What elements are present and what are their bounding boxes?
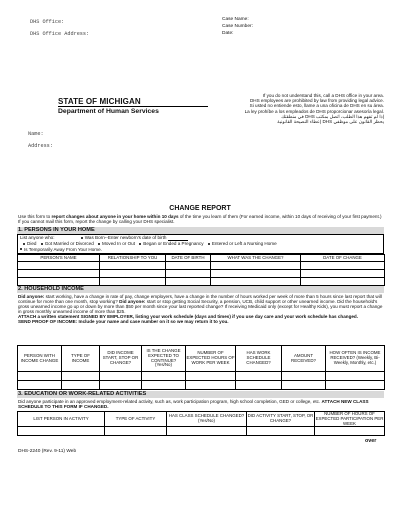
section1-options-box [17, 234, 384, 254]
table-cell[interactable] [100, 262, 166, 270]
table-cell[interactable] [247, 427, 315, 436]
table-cell[interactable] [166, 270, 211, 278]
table-cell[interactable] [142, 381, 186, 390]
bullet-icon [98, 243, 100, 245]
option-nursing-home[interactable]: Entered or Left a Nursing Home [211, 240, 277, 246]
table-row[interactable] [18, 372, 385, 381]
col-amount-received: AMOUNT RECEIVED? [282, 346, 326, 372]
table-cell[interactable] [166, 278, 211, 286]
table-row[interactable] [18, 381, 385, 390]
table-cell[interactable] [62, 372, 100, 381]
activities-table [17, 411, 385, 436]
col-date-of-birth: DATE OF BIRTH [166, 255, 211, 262]
did-anyone-2: Did anyone: [119, 299, 146, 305]
table-cell[interactable] [100, 278, 166, 286]
table-cell[interactable] [18, 278, 100, 286]
col-activity-start-stop: DID ACTIVITY START, STOP, OR CHANGE? [247, 412, 315, 427]
option-died[interactable]: Died [27, 240, 37, 246]
table-cell[interactable] [100, 372, 142, 381]
table-cell[interactable] [18, 427, 105, 436]
table-cell[interactable] [18, 270, 100, 278]
table-cell[interactable] [326, 381, 385, 390]
activities-text: Did anyone participate in an approved employment-related activity, such as, work participation program, high school completion, GED or college, etc. [18, 399, 322, 404]
notice-line-1: If you do not understand this, call a DHS office in your area. [262, 93, 384, 98]
form-title: CHANGE REPORT [169, 205, 231, 212]
table-cell[interactable] [105, 427, 167, 436]
col-income-start-stop: DID INCOME START, STOP OR CHANGE? [100, 346, 142, 372]
attach-class-schedule: ATTACH NEW CLASS SCHEDULE TO THIS FORM IF CHANGED. [18, 399, 369, 410]
table-cell[interactable] [100, 270, 166, 278]
col-person-income-change: PERSON WITH INCOME CHANGE [18, 346, 62, 372]
option-born[interactable]: Was Born--Enter newborn's date of birth [84, 235, 167, 240]
col-date-of-change: DATE OF CHANGE [301, 255, 385, 262]
intro-post: of the time you learn of them (For earned income, within 10 days of receiving of your first payment.) If you cannot mail this form, report the change by calling your DHS specialist. [18, 214, 382, 225]
section1-heading: 1. PERSONS IN YOUR HOME [17, 227, 384, 234]
col-how-often: HOW OFTEN IS INCOME RECEIVED? (Weekly, Bi-Weekly, Monthly, etc.) [326, 346, 385, 372]
col-class-schedule-changed: HAS CLASS SCHEDULE CHANGED? (Yes/No) [167, 412, 247, 427]
persons-header-row [18, 255, 385, 262]
section2-paragraph [18, 294, 383, 325]
table-cell[interactable] [301, 270, 385, 278]
table-cell[interactable] [236, 381, 282, 390]
date-label: Date: [222, 31, 234, 36]
options-row3 [20, 247, 383, 253]
col-persons-name: PERSON'S NAME [18, 255, 100, 262]
col-change-continue: IS THE CHANGE EXPECTED TO CONTINUE? (Yes/No) [142, 346, 186, 372]
attach-statement: ATTACH a written statement SIGNED BY EMPLOYER, listing your work schedule (days and times) if you use day care and your work schedule has changed. [18, 314, 359, 320]
department-heading: Department of Human Services [58, 108, 159, 115]
over-indicator: over [365, 438, 377, 444]
income-text-1: start working, have a change in rate of pay, change employers, have a change in the number of hours worked per week of more than 5 hours since last report that will continue for more than one month, stop working? [18, 294, 382, 305]
col-type-of-activity: TYPE OF ACTIVITY [105, 412, 167, 427]
col-what-change: WHAT WAS THE CHANGE? [211, 255, 301, 262]
table-cell[interactable] [62, 381, 100, 390]
table-row[interactable] [18, 270, 385, 278]
table-cell[interactable] [236, 372, 282, 381]
option-married-divorced[interactable]: Got Married or Divorced [44, 240, 94, 246]
notice-line-6: يحظر القانون على موظفي DHS إعطاء النصيحة القانونية [277, 119, 384, 125]
bullet-icon [41, 243, 43, 245]
section3-paragraph [18, 399, 383, 409]
table-cell[interactable] [282, 381, 326, 390]
bullet-icon [139, 243, 141, 245]
table-cell[interactable] [167, 427, 247, 436]
notice-line-3: Si usted no entiende esto, llame a una oficina de DHS en su área. [249, 103, 384, 109]
option-moved[interactable]: Moved In or Out [102, 240, 135, 246]
table-cell[interactable] [211, 270, 301, 278]
intro-paragraph [18, 214, 383, 224]
table-cell[interactable] [282, 372, 326, 381]
list-anyone-label: List anyone who: [20, 235, 55, 240]
dhs-office-address-label: DHS Office Address: [30, 31, 90, 37]
table-cell[interactable] [142, 372, 186, 381]
send-proof: SEND PROOF OF INCOME: Include your name and case number on it so we may return it to you. [18, 319, 229, 325]
table-cell[interactable] [315, 427, 385, 436]
col-type-of-income: TYPE OF INCOME [62, 346, 100, 372]
table-cell[interactable] [186, 372, 236, 381]
state-of-michigan-heading: STATE OF MICHIGAN [58, 97, 141, 106]
logo-divider [58, 106, 208, 107]
table-cell[interactable] [166, 262, 211, 270]
table-row[interactable] [18, 427, 385, 436]
option-temporarily-away[interactable]: Is Temporarily Away From Your Home. [24, 246, 102, 252]
activities-header-row [18, 412, 385, 427]
bullet-icon [81, 237, 83, 239]
form-id: DHS-2240 (Rev. 9-11) Web [18, 449, 77, 454]
table-cell[interactable] [326, 372, 385, 381]
case-number-label: Case Number: [222, 24, 253, 29]
col-relationship: RELATIONSHIP TO YOU [100, 255, 166, 262]
col-expected-hours: NUMBER OF EXPECTED HOURS OF WORK PER WEEK [186, 346, 236, 372]
intro-bold: report changes about anyone in your home within 10 days [51, 214, 179, 219]
col-hours-participation: NUMBER OF HOURS OF EXPECTED PARTICIPATION PER WEEK [315, 411, 384, 426]
section2-heading: 2. HOUSEHOLD INCOME [17, 286, 384, 293]
notice-line-5: إذا لم تفهم هذا الطلب، اتصل بمكتب DHS في منطقتك [281, 113, 384, 119]
bullet-icon [20, 248, 22, 250]
name-label: Name: [28, 131, 44, 137]
notice-line-2: DHS employees are prohibited by law from providing legal advice. [249, 98, 384, 104]
table-cell[interactable] [18, 381, 62, 390]
table-cell[interactable] [211, 262, 301, 270]
table-cell[interactable] [18, 372, 62, 381]
income-text-2: start or stop getting Social Security, a pension, UCB, child support or other unearned income. Did the household's gross unearned income go up or down by more than $50 per month since your last reported change? If receiving Medicaid only (except for Healthy Kids), you must report a change in gross monthly unearned income of more than $25. [18, 299, 383, 315]
option-pregnancy[interactable]: Began or Ended a Pregnancy [143, 240, 204, 246]
table-cell[interactable] [18, 262, 100, 270]
address-label: Address: [28, 143, 53, 149]
section3-heading: 3. EDUCATION OR WORK-RELATED ACTIVITIES [17, 391, 384, 398]
table-cell[interactable] [186, 381, 236, 390]
table-row[interactable] [18, 278, 385, 286]
table-cell[interactable] [100, 381, 142, 390]
table-row[interactable] [18, 262, 385, 270]
case-name-label: Case Name: [222, 17, 249, 22]
intro-pre: Use this form to [18, 214, 52, 219]
col-person-in-activity: LIST PERSON IN ACTIVITY [18, 412, 105, 427]
table-cell[interactable] [211, 278, 301, 286]
income-header-row [18, 346, 385, 372]
language-notice [228, 93, 384, 124]
table-cell[interactable] [301, 278, 385, 286]
table-cell[interactable] [301, 262, 385, 270]
bullet-icon [23, 243, 25, 245]
bullet-icon [208, 243, 210, 245]
income-table [17, 345, 385, 390]
dhs-office-label: DHS Office: [30, 19, 65, 25]
persons-table [17, 254, 385, 286]
notice-line-4: La ley prohíbe a los empleados de DHS proporcionar asesoría legal. [244, 108, 384, 114]
did-anyone-1: Did anyone: [18, 294, 45, 299]
col-schedule-changed: HAS WORK SCHEDULE CHANGED? [236, 346, 282, 372]
